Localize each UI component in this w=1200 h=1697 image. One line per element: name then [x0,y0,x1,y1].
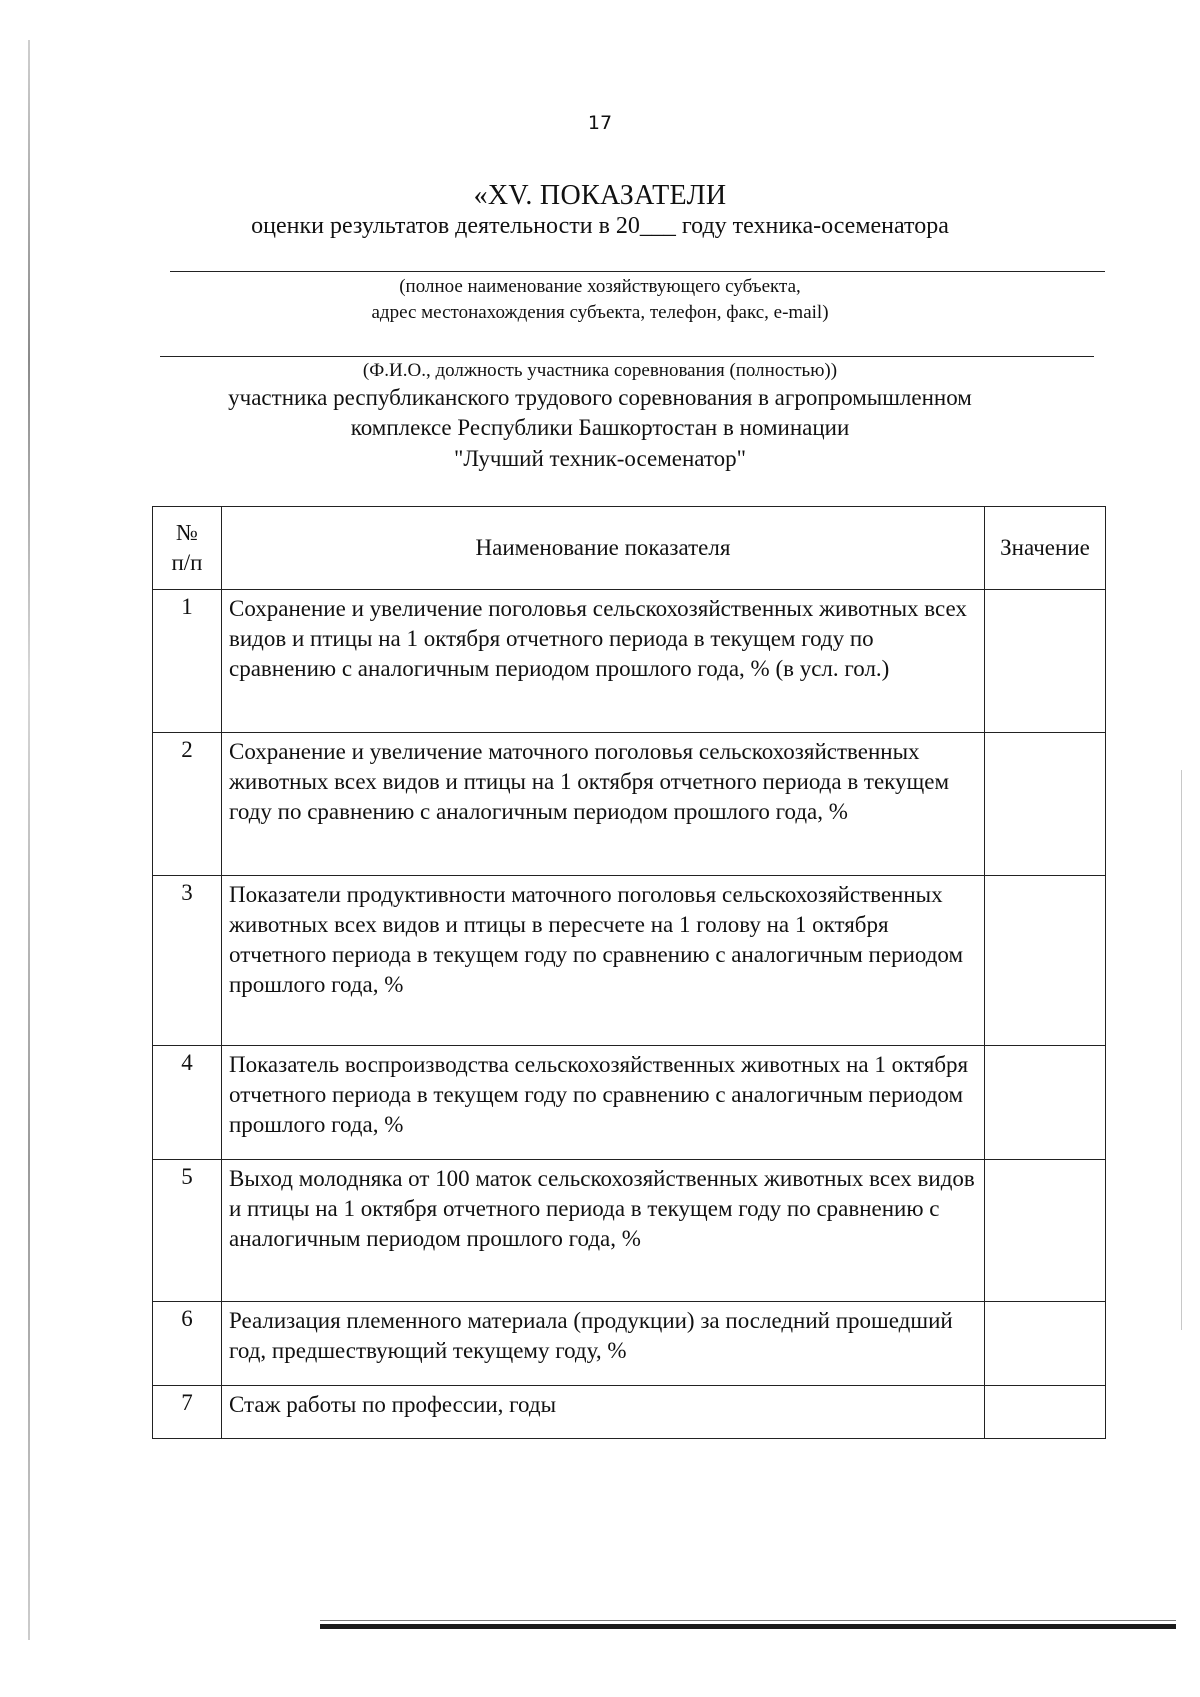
indicator-name: Показатели продуктивности маточного поголовья сельскохозяйственных животных всех видов и птицы в пересчете на 1 голову на 1 октября отчетного периода в текущем году по сравнению с аналогичным периодом прошлого года, % [222,876,985,1046]
row-number: 1 [153,590,222,733]
document-subtitle: оценки результатов деятельности в 20___ году техника-осеменатора [251,213,949,239]
indicator-name: Показатель воспроизводства сельскохозяйственных животных на 1 октября отчетного периода в текущем году по сравнению с аналогичным периодом прошлого года, % [222,1046,985,1160]
footer-rule-thin [320,1620,1176,1621]
indicator-name: Сохранение и увеличение поголовья сельскохозяйственных животных всех видов и птицы на 1 октября отчетного периода в текущем году по сравнению с аналогичным периодом прошлого года, % (в усл. гол.) [222,590,985,733]
table-header-row [153,507,1106,590]
table-row [153,590,1106,733]
indicator-name: Реализация племенного материала (продукции) за последний прошедший год, предшествующий текущему году, % [222,1302,985,1386]
entity-fill-line [170,271,1105,272]
header-value: Значение [985,507,1106,590]
indicator-value-cell[interactable] [985,733,1106,876]
header-indicator-name: Наименование показателя [222,507,985,590]
row-number: 7 [153,1386,222,1439]
row-number: 3 [153,876,222,1046]
indicators-table [152,506,1106,1439]
page-number: 17 [587,112,613,134]
row-number: 6 [153,1302,222,1386]
scan-edge-right [1181,770,1182,1330]
row-number: 5 [153,1160,222,1302]
person-fill-line [160,356,1094,357]
indicator-value-cell[interactable] [985,876,1106,1046]
participant-text-line1: участника республиканского трудового соревнования в агропромышленном [228,385,972,410]
indicator-name: Сохранение и увеличение маточного поголовья сельскохозяйственных животных всех видов и птицы на 1 октября отчетного периода в текущем году по сравнению с аналогичным периодом прошлого года, % [222,733,985,876]
indicator-value-cell[interactable] [985,1302,1106,1386]
table-row [153,1160,1106,1302]
header-number-abbrev: п/п [171,550,203,575]
participant-text-line2: комплексе Республики Башкортостан в номинации [350,415,850,440]
participant-text-line3: "Лучший техник-осеменатор" [453,446,747,471]
indicator-value-cell[interactable] [985,1160,1106,1302]
indicator-value-cell[interactable] [985,1046,1106,1160]
indicator-name: Выход молодняка от 100 маток сельскохозяйственных животных всех видов и птицы на 1 октября отчетного периода в текущем году по сравнению с аналогичным периодом прошлого года, % [222,1160,985,1302]
indicator-value-cell[interactable] [985,1386,1106,1439]
entity-caption-line2: адрес местонахождения субъекта, телефон, факс, e-mail) [371,302,829,323]
row-number: 4 [153,1046,222,1160]
indicator-value-cell[interactable] [985,590,1106,733]
table-row [153,1302,1106,1386]
indicator-name: Стаж работы по профессии, годы [222,1386,985,1439]
header-number-symbol: № [176,520,198,545]
table-row [153,1386,1106,1439]
row-number: 2 [153,733,222,876]
document-title: «XV. ПОКАЗАТЕЛИ [473,180,727,211]
footer-rule [320,1624,1176,1629]
table-row [153,733,1106,876]
table-row [153,876,1106,1046]
person-caption: (Ф.И.О., должность участника соревнования (полностью)) [362,360,838,381]
header-number [153,507,222,590]
table-row [153,1046,1106,1160]
entity-caption-line1: (полное наименование хозяйствующего субъекта, [399,276,801,297]
